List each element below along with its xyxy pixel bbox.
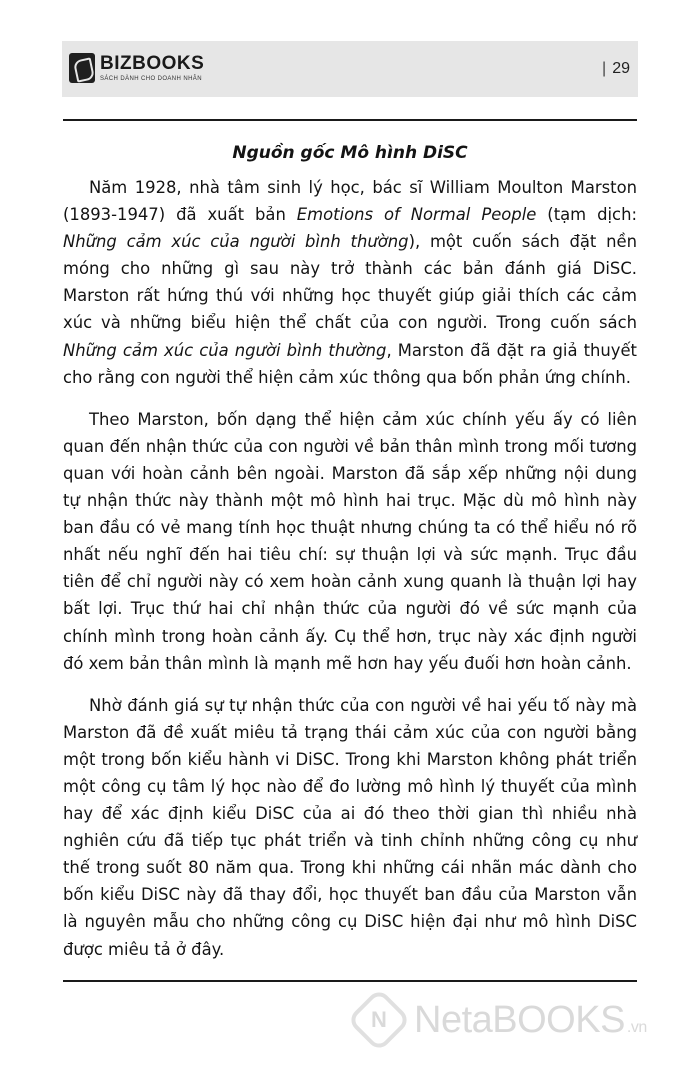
section-title: Nguồn gốc Mô hình DiSC: [232, 143, 468, 163]
logo-brand: BIZBOOKS: [100, 53, 205, 74]
watermark-suffix: .vn: [626, 1018, 647, 1036]
paragraph-3: Nhờ đánh giá sự tự nhận thức của con người về hai yếu tố này mà Marston đã đề xuất miêu tả trạng thái cảm xúc của con người bằng một trong bốn kiểu hành vi DiSC. Trong khi Marston không phát triển một công cụ tâm lý học nào để đo lường mô hình lý thuyết của mình hay để xác định kiểu DiSC của ai đó theo thời gian thì nhiều nhà nghiên cứu đã tiếp tục phát triển và tinh chỉnh những công cụ như thế trong suốt 80 năm qua. Trong khi những cái nhãn mác dành cho bốn kiểu DiSC này đã thay đổi, học thuyết ban đầu của Marston vẫn là nguyên mẫu cho những công cụ DiSC hiện đại như mô hình DiSC được miêu tả ở đây.: [63, 695, 637, 959]
book-title-vietnamese: Những cảm xúc của người bình thường: [63, 232, 409, 252]
watermark-brand: NetaBOOKS: [414, 998, 625, 1041]
bizbooks-logo-icon: [69, 53, 95, 83]
book-title-vietnamese-repeat: Những cảm xúc của người bình thường: [63, 340, 387, 360]
logo-text: [100, 54, 204, 82]
publisher-logo: [69, 48, 204, 88]
watermark-logo-icon: [346, 987, 411, 1052]
paragraph-1-text-c: (tạm dịch:: [536, 205, 637, 225]
page-number-value: 29: [612, 60, 630, 77]
page-number: [602, 60, 630, 78]
page-number-separator: |: [602, 60, 607, 77]
top-rule: [63, 119, 637, 121]
paragraph-1-text-g: , Marston đã đặt ra giả thuyết cho rằng con người thể hiện cảm xúc thông qua bốn phản ứng chính.: [63, 340, 637, 387]
paragraph-1-text-e: ), một cuốn sách đặt nền móng cho những gì sau này trở thành các bản đánh giá DiSC. Marston rất hứng thú với những học thuyết giúp giải thích các cảm xúc và những biểu hiện thể chất của con người. Trong cuốn sách: [63, 232, 637, 333]
paragraph-1: [63, 174, 637, 391]
bottom-rule: [63, 980, 637, 982]
watermark: [356, 997, 647, 1043]
page-body: [63, 137, 637, 978]
watermark-text: [414, 999, 647, 1042]
book-title-english: Emotions of Normal People: [296, 205, 537, 225]
watermark-badge-letter: N: [371, 1006, 387, 1032]
logo-tagline: SÁCH DÀNH CHO DOANH NHÂN: [100, 76, 202, 82]
paragraph-2: Theo Marston, bốn dạng thể hiện cảm xúc chính yếu ấy có liên quan đến nhận thức của con người về bản thân mình trong mối tương quan với hoàn cảnh bên ngoài. Marston đã sắp xếp những nội dung tự nhận thức này thành một mô hình hai trục. Mặc dù mô hình này ban đầu có vẻ mang tính học thuật nhưng chúng ta có thể hiểu nó rõ nhất nếu nghĩ đến hai tiêu chí: sự thuận lợi và sức mạnh. Trục đầu tiên để chỉ người này có xem hoàn cảnh xung quanh là thuận lợi hay bất lợi. Trục thứ hai chỉ nhận thức của người đó về sức mạnh của chính mình trong hoàn cảnh ấy. Cụ thể hơn, trục này xác định người đó xem bản thân mình là mạnh mẽ hơn hay yếu đuối hơn hoàn cảnh.: [63, 409, 637, 673]
paragraph-1-text-a: Năm 1928, nhà tâm sinh lý học, bác sĩ William Moulton Marston (1893-1947) đã xuất bản: [63, 178, 637, 225]
